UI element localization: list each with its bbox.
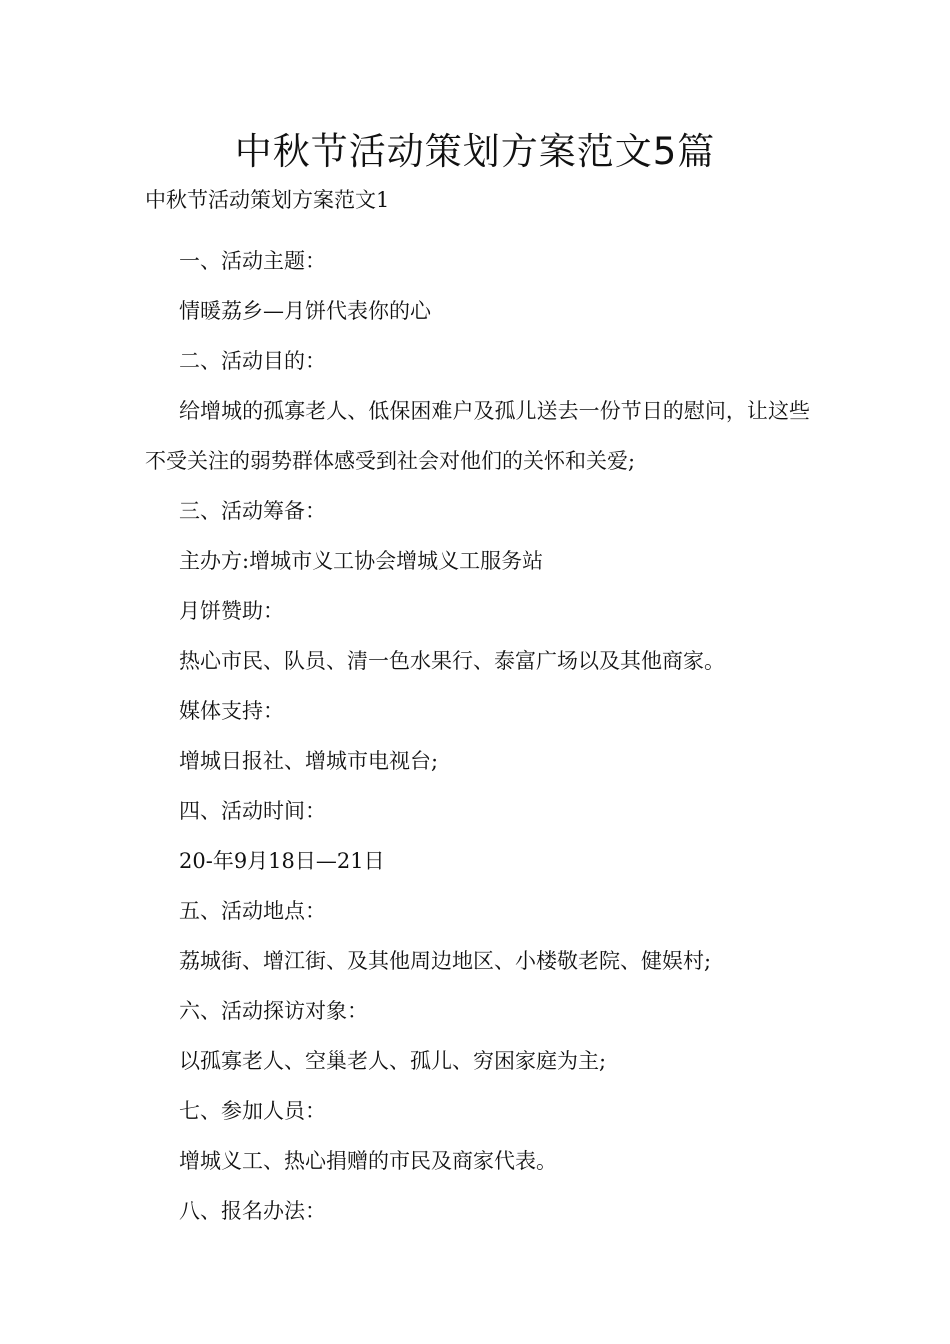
document-title: 中秋节活动策划方案范文5篇 — [234, 130, 716, 173]
section-heading-purpose: 二、活动目的： — [179, 349, 326, 373]
section-heading-registration: 八、报名办法： — [179, 1199, 326, 1223]
section-heading-visit-targets: 六、活动探访对象： — [179, 999, 368, 1023]
paragraph-sponsors: 热心市民、队员、清一色水果行、泰富广场以及其他商家。 — [179, 649, 725, 673]
section-heading-time: 四、活动时间： — [179, 799, 326, 823]
paragraph-sponsor-label: 月饼赞助： — [179, 599, 284, 623]
paragraph-media: 增城日报社、增城市电视台; — [179, 749, 439, 773]
paragraph-visit-targets: 以孤寡老人、空巢老人、孤儿、穷困家庭为主; — [179, 1049, 607, 1073]
paragraph-participants: 增城义工、热心捐赠的市民及商家代表。 — [179, 1149, 557, 1173]
document-body — [145, 236, 810, 1236]
section-heading-location: 五、活动地点： — [179, 899, 326, 923]
section-heading-participants: 七、参加人员： — [179, 1099, 326, 1123]
paragraph-theme: 情暖荔乡—月饼代表你的心 — [179, 299, 431, 323]
section-heading-theme: 一、活动主题： — [179, 249, 326, 273]
paragraph-organizer: 主办方:增城市义工协会增城义工服务站 — [179, 549, 544, 573]
paragraph-time: 20-年9月18日—21日 — [179, 849, 385, 873]
document-subtitle: 中秋节活动策划方案范文1 — [145, 188, 390, 212]
paragraph-media-label: 媒体支持： — [179, 699, 284, 723]
section-heading-preparation: 三、活动筹备： — [179, 499, 326, 523]
paragraph-purpose: 给增城的孤寡老人、低保困难户及孤儿送去一份节日的慰问，让这些不受关注的弱势群体感受到社会对他们的关怀和关爱; — [145, 399, 810, 473]
paragraph-location: 荔城街、增江街、及其他周边地区、小楼敬老院、健娱村; — [179, 949, 712, 973]
